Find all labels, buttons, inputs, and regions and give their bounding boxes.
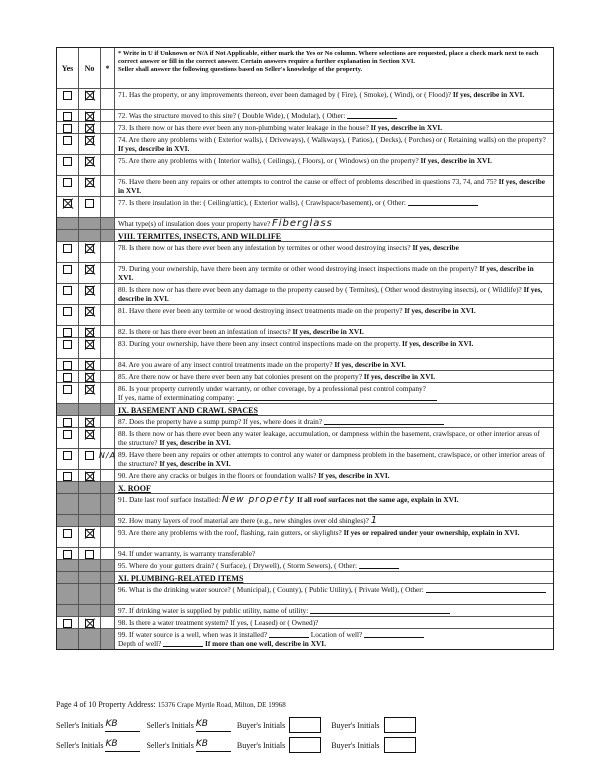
q85-text: 85. Are there now or have there ever been any bat colonies present on the property?	[118, 372, 362, 381]
instructions: * Write in U if Unknown or N/A if Not Applicable, either mark the Yes or No column. Where selections are requested, place a check mark next to each correct answer or fill in the correct answer. Certain answers require a further explanation in Section XVI. Seller shall answer the following questions based on Seller's knowledge of the property.	[118, 50, 539, 74]
q87-text: 87. Does the property have a sump pump? If yes, where does it drain?	[118, 417, 323, 426]
q77-yes-checkbox[interactable]	[63, 199, 72, 208]
initials-row-2: Seller's Initials KB Seller's Initials KB Buyer's Initials Buyer's Initials	[56, 737, 416, 753]
question-79: 79. During your ownership, have there been any termite or other wood destroying insect inspections made on the property? If yes, describe in XVI.	[57, 262, 553, 283]
q84-text: 84. Are you aware of any insect control treatments made on the property?	[118, 360, 333, 369]
q80-text: 80. Is there now or has there ever been any damage to the property caused by ( Termites), ( Other wood destroying insects), or ( Wildlife)?	[118, 285, 522, 294]
question-78: 78. Is there now or has there ever been any infestation by termites or other wood destroying insects? If yes, describe	[57, 241, 553, 262]
q95-text: 95. Where do your gutters drain? ( Surface), ( Drywell), ( Storm Sewers), ( Other:	[118, 561, 357, 570]
q90-text: 90. Are there any cracks or bulges in the floors or foundation walls?	[118, 471, 317, 480]
question-84: 84. Are you aware of any insect control treatments made on the property? If yes, describe in XVI.	[57, 358, 553, 370]
buyer-initials-3[interactable]	[289, 737, 321, 753]
q98-yes-checkbox[interactable]	[63, 619, 72, 628]
q86-text: 86. Is your property currently under warranty, or other coverage, by a professional pest control company?	[118, 384, 426, 393]
page-number: Page 4 of 10	[56, 700, 97, 709]
insulation-type-answer[interactable]: Fiberglass	[272, 218, 333, 229]
q93-no-checkbox[interactable]	[85, 529, 94, 538]
property-address: 15376 Crape Myrtle Road, Milton, DE 19968	[157, 701, 286, 709]
q89-no-checkbox[interactable]	[85, 451, 94, 460]
q88-text: 88. Is there now or has there ever been any water leakage, accumulation, or dampness within the basement, crawlspace, or other interior areas of the structure?	[118, 429, 540, 448]
q90-no-checkbox[interactable]	[85, 472, 94, 481]
question-88: 88. Is there now or has there ever been any water leakage, accumulation, or dampness within the basement, crawlspace, or other interior areas of the structure? If yes, describe in XVI.	[57, 427, 553, 448]
q74-text: 74. Are there any problems with ( Exterior walls), ( Driveways), ( Walkways), ( Patios), ( Decks), ( Porches) or ( Retaining walls) on the property?	[118, 135, 546, 144]
question-95	[57, 559, 553, 571]
section-basement	[57, 403, 553, 415]
q78-yes-checkbox[interactable]	[63, 244, 72, 253]
question-92	[57, 514, 553, 526]
q72-no-checkbox[interactable]	[85, 112, 94, 121]
section-termites	[57, 229, 553, 241]
seller-initials-3[interactable]: KB	[105, 739, 140, 752]
section-roof	[57, 481, 553, 493]
q83-text: 83. During your ownership, have there been any insect control inspections made on the property.	[118, 339, 401, 348]
q97-text: 97. If drinking water is supplied by public utility, name of utility:	[118, 606, 309, 615]
q98-no-checkbox[interactable]	[85, 619, 94, 628]
q78-text: 78. Is there now or has there ever been any infestation by termites or other wood destroying insects?	[118, 243, 411, 252]
question-96	[57, 583, 553, 604]
q81-no-checkbox[interactable]	[85, 307, 94, 316]
q83-yes-checkbox[interactable]	[63, 340, 72, 349]
q76-no-checkbox[interactable]	[85, 178, 94, 187]
q82-yes-checkbox[interactable]	[63, 328, 72, 337]
q79-text: 79. During your ownership, have there been any termite or other wood destroying insect inspections made on the property?	[118, 264, 478, 273]
page-footer: Page 4 of 10 Property Address: 15376 Crape Myrtle Road, Milton, DE 19968	[56, 700, 286, 709]
q73-no-checkbox[interactable]	[85, 124, 94, 133]
question-87	[57, 415, 553, 427]
section-plumbing	[57, 571, 553, 583]
q86-no-checkbox[interactable]	[85, 385, 94, 394]
q75-no-checkbox[interactable]	[85, 157, 94, 166]
q99-text: 99. If water source is a well, when was it installed?	[118, 630, 268, 639]
q94-no-checkbox[interactable]	[85, 550, 94, 559]
q76-text: 76. Have there been any repairs or other attempts to control the cause or effect of problems described in questions 73, 74, and 75?	[118, 177, 497, 186]
question-97	[57, 604, 553, 616]
q90-yes-checkbox[interactable]	[63, 472, 72, 481]
q93-text: 93. Are there any problems with the roof, flashing, rain gutters, or skylights?	[118, 528, 342, 537]
q80-yes-checkbox[interactable]	[63, 286, 72, 295]
initials-row-1: Seller's Initials KB Seller's Initials KB Buyer's Initials Buyer's Initials	[56, 717, 416, 733]
q88-yes-checkbox[interactable]	[63, 430, 72, 439]
q98-text: 98. Is there a water treatment system? If yes, ( Leased) or ( Owned)?	[118, 618, 319, 627]
star-header: *	[101, 48, 115, 88]
seller-initials-4[interactable]: KB	[196, 739, 231, 752]
q89-na-mark: N/A	[98, 451, 117, 460]
yes-header: Yes	[57, 48, 79, 88]
section-basement-title: IX. BASEMENT AND CRAWL SPACES	[118, 406, 258, 415]
question-99: 99. If water source is a well, when was it installed? Location of well? Depth of well? If more than one well, describe in XVI.	[57, 628, 553, 649]
question-80: 80. Is there now or has there ever been any damage to the property caused by ( Termites), ( Other wood destroying insects), or ( Wildlife)? If yes, describe in XVI.	[57, 283, 553, 304]
q79-no-checkbox[interactable]	[85, 265, 94, 274]
question-93: 93. Are there any problems with the roof, flashing, rain gutters, or skylights? If yes or repaired under your ownership, explain in XVI.	[57, 526, 553, 547]
q84-no-checkbox[interactable]	[85, 361, 94, 370]
question-77	[57, 196, 553, 217]
q93-yes-checkbox[interactable]	[63, 529, 72, 538]
question-72	[57, 109, 553, 121]
no-header: No	[79, 48, 101, 88]
q74-yes-checkbox[interactable]	[63, 136, 72, 145]
q85-yes-checkbox[interactable]	[63, 373, 72, 382]
q81-yes-checkbox[interactable]	[63, 307, 72, 316]
q72-yes-checkbox[interactable]	[63, 112, 72, 121]
q82-text: 82. Is there or has there ever been an infestation of insects?	[118, 327, 291, 336]
q71-no-checkbox[interactable]	[85, 91, 94, 100]
q84-yes-checkbox[interactable]	[63, 361, 72, 370]
buyer-initials-4[interactable]	[384, 737, 416, 753]
q77b-text: What type(s) of insulation does your property have?	[118, 219, 271, 228]
q79-yes-checkbox[interactable]	[63, 265, 72, 274]
roof-layers-answer[interactable]: 1	[370, 515, 379, 526]
q89-yes-checkbox[interactable]	[63, 451, 72, 460]
q87-yes-checkbox[interactable]	[63, 418, 72, 427]
question-98	[57, 616, 553, 628]
q96-text: 96. What is the drinking water source? ( Municipal), ( County), ( Public Utility), ( Private Well), ( Other:	[118, 585, 424, 594]
q89-text: 89. Have there been any repairs or other attempts to control any water or dampness problem in the basement, crawlspace, or other interior areas of the structure?	[118, 450, 545, 469]
q72-text: 72. Was the structure moved to this site? ( Double Wide), ( Modular), ( Other:	[118, 111, 346, 120]
section-plumbing-title: XI. PLUMBING-RELATED ITEMS	[118, 574, 244, 583]
question-74: 74. Are there any problems with ( Exterior walls), ( Driveways), ( Walkways), ( Patios), ( Decks), ( Porches) or ( Retaining walls) on the property? If yes, describe in XVI.	[57, 133, 553, 154]
seller-initials-1[interactable]: KB	[105, 719, 140, 732]
q85-no-checkbox[interactable]	[85, 373, 94, 382]
q81-text: 81. Have there ever been any termite or wood destroying insect treatments made on the property?	[118, 306, 403, 315]
question-89: N/A 89. Have there been any repairs or other attempts to control any water or dampness problem in the basement, crawlspace, or other interior areas of the structure? If yes, describe in XVI.	[57, 448, 553, 469]
question-90: 90. Are there any cracks or bulges in the floors or foundation walls? If yes, describe in XVI.	[57, 469, 553, 481]
question-91: 91. Date last roof surface installed: New property If all roof surfaces not the same age, explain in XVI.	[57, 493, 553, 514]
question-85: 85. Are there now or have there ever been any bat colonies present on the property? If yes, describe in XVI.	[57, 370, 553, 382]
question-73: 73. Is there now or has there ever been any non-plumbing water leakage in the house? If yes, describe in XVI.	[57, 121, 553, 133]
question-86: 86. Is your property currently under warranty, or other coverage, by a professional pest control company? If yes, name of exterminating company:	[57, 382, 553, 403]
question-71: 71. Has the property, or any improvements thereon, ever been damaged by ( Fire), ( Smoke), ( Wind), or ( Flood)? If yes, describe in XVI.	[57, 88, 553, 109]
question-81: 81. Have there ever been any termite or wood destroying insect treatments made on the property? If yes, describe in XVI.	[57, 304, 553, 325]
q94-yes-checkbox[interactable]	[63, 550, 72, 559]
q75-text: 75. Are there any problems with ( Interior walls), ( Ceilings), ( Floors), or ( Windows) on the property?	[118, 156, 419, 165]
section-roof-title: X. ROOF	[118, 484, 151, 493]
q80-no-checkbox[interactable]	[85, 286, 94, 295]
q74-no-checkbox[interactable]	[85, 136, 94, 145]
q71-yes-checkbox[interactable]	[63, 91, 72, 100]
question-75: 75. Are there any problems with ( Interior walls), ( Ceilings), ( Floors), or ( Windows) on the property? If yes, describe in XVI.	[57, 154, 553, 175]
q77-no-checkbox[interactable]	[85, 199, 94, 208]
roof-date-answer[interactable]: New property	[221, 495, 296, 505]
q92-text: 92. How many layers of roof material are there (e.g., new shingles over old shingles)?	[118, 516, 369, 525]
section-termites-title: VIII. TERMITES, INSECTS, AND WILDLIFE	[118, 232, 282, 241]
q71-text: 71. Has the property, or any improvements thereon, ever been damaged by ( Fire), ( Smoke), ( Wind), or ( Flood)?	[118, 90, 452, 99]
q73-text: 73. Is there now or has there ever been any non-plumbing water leakage in the house?	[118, 123, 369, 132]
q94-text: 94. If under warranty, is warranty transferable?	[118, 549, 256, 558]
header-row	[57, 48, 553, 88]
q82-no-checkbox[interactable]	[85, 328, 94, 337]
disclosure-form	[56, 47, 554, 650]
q91-text: 91. Date last roof surface installed:	[118, 495, 221, 504]
q78-no-checkbox[interactable]	[85, 244, 94, 253]
q75-yes-checkbox[interactable]	[63, 157, 72, 166]
q73-yes-checkbox[interactable]	[63, 124, 72, 133]
question-94	[57, 547, 553, 559]
q88-no-checkbox[interactable]	[85, 430, 94, 439]
q76-yes-checkbox[interactable]	[63, 178, 72, 187]
q77-text: 77. Is there insulation in the: ( Ceiling/attic), ( Exterior walls), ( Crawlspace/basement), or ( Other:	[118, 198, 406, 207]
q87-no-checkbox[interactable]	[85, 418, 94, 427]
seller-initials-2[interactable]: KB	[196, 719, 231, 732]
buyer-initials-2[interactable]	[384, 717, 416, 733]
question-77b	[57, 217, 553, 229]
q86-yes-checkbox[interactable]	[63, 385, 72, 394]
question-83: 83. During your ownership, have there been any insect control inspections made on the property. If yes, describe in XVI.	[57, 337, 553, 358]
q83-no-checkbox[interactable]	[85, 340, 94, 349]
question-82: 82. Is there or has there ever been an infestation of insects? If yes, describe in XVI.	[57, 325, 553, 337]
question-76: 76. Have there been any repairs or other attempts to control the cause or effect of problems described in questions 73, 74, and 75? If yes, describe in XVI.	[57, 175, 553, 196]
buyer-initials-1[interactable]	[289, 717, 321, 733]
